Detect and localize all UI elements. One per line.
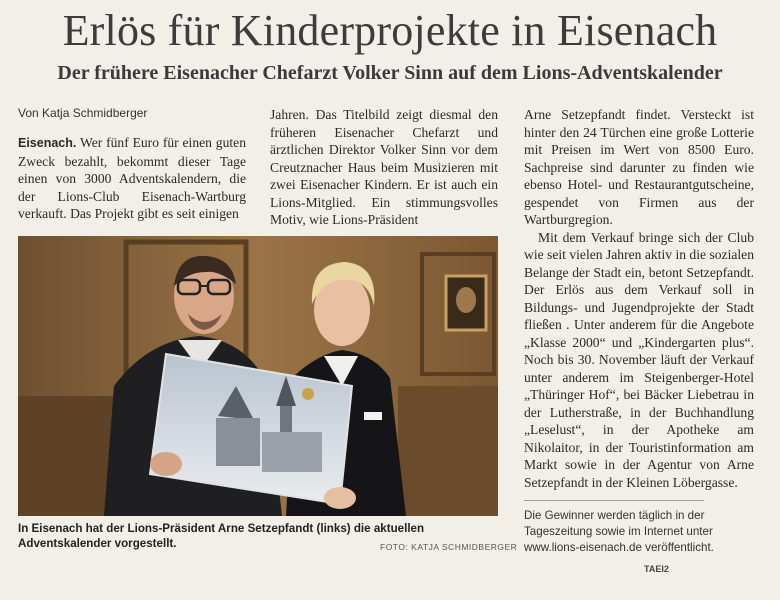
byline: Von Katja Schmidberger <box>18 106 148 120</box>
headline: Erlös für Kinderprojekte in Eisenach <box>62 6 718 55</box>
column-3-paragraph-1: Arne Setzepfandt findet. Versteckt ist hinter den 24 Türchen eine große Lotterie mit Preisen im Wert von 8500 Euro. Sachpreise sind darunter zu finden wie ebenso Hotel- und Restaurantgutscheine, gespendet von Firmen aus der Wartburgregion. <box>524 107 754 227</box>
footnote: Die Gewinner werden täglich in der Tageszeitung sowie im Internet unter www.lions-eisenach.de veröffentlicht. <box>524 509 714 554</box>
photo-credit: FOTO: KATJA SCHMIDBERGER <box>380 542 518 552</box>
photo-caption: In Eisenach hat der Lions-Präsident Arne Setzepfandt (links) die aktuellen Adventskalender vorgestellt. <box>18 522 425 550</box>
article-column-1 <box>18 134 246 223</box>
article-column-3 <box>524 106 754 491</box>
subheadline: Der frühere Eisenacher Chefarzt Volker Sinn auf dem Lions-Adventskalender <box>57 62 723 84</box>
column-1-text: Wer fünf Euro für einen guten Zweck bezahlt, bekommt dieser Tage einen von 3000 Adventskalendern, die der Lions-Club Eisenach-Wartburg verkauft. Das Projekt gibt es seit einigen <box>18 135 246 221</box>
dateline-city: Eisenach. <box>18 136 77 150</box>
page-code: TAEI2 <box>644 564 669 574</box>
divider <box>524 500 704 501</box>
article-column-2 <box>270 106 498 229</box>
article-photo <box>18 236 498 516</box>
column-2-text: Jahren. Das Titelbild zeigt diesmal den früheren Eisenacher Chefarzt und ärztlichen Direktor Volker Sinn vor dem Creutznacher Haus beim Musizieren mit zwei Eisenacher Kindern. Er ist auch ein Lions-Mitglied. Ein stimmungsvolles Motiv, wie Lions-Präsident <box>270 107 498 227</box>
column-3-paragraph-2: Mit dem Verkauf bringe sich der Club wie seit vielen Jahren aktiv in die sozialen Belange der Stadt ein, betont Setzepfandt. Der Erlös aus dem Verkauf soll in Bildungs- und Jugendprojekte der Stadt fließen . Unter anderem für die Angebote „Klasse 2000“ und „Kindergarten plus“. Noch bis 30. November läuft der Verkauf unter anderem im Steigenberger-Hotel „Thüringer Hof“, bei Bäcker Liebetrau in der Lutherstraße, in der Buchhandlung „Leselust“, in der Apotheke am Nikolaitor, in der Touristinformation am Markt sowie in der Agentur von Arne Setzepfandt in der Kleinen Löbergasse. <box>524 229 754 490</box>
